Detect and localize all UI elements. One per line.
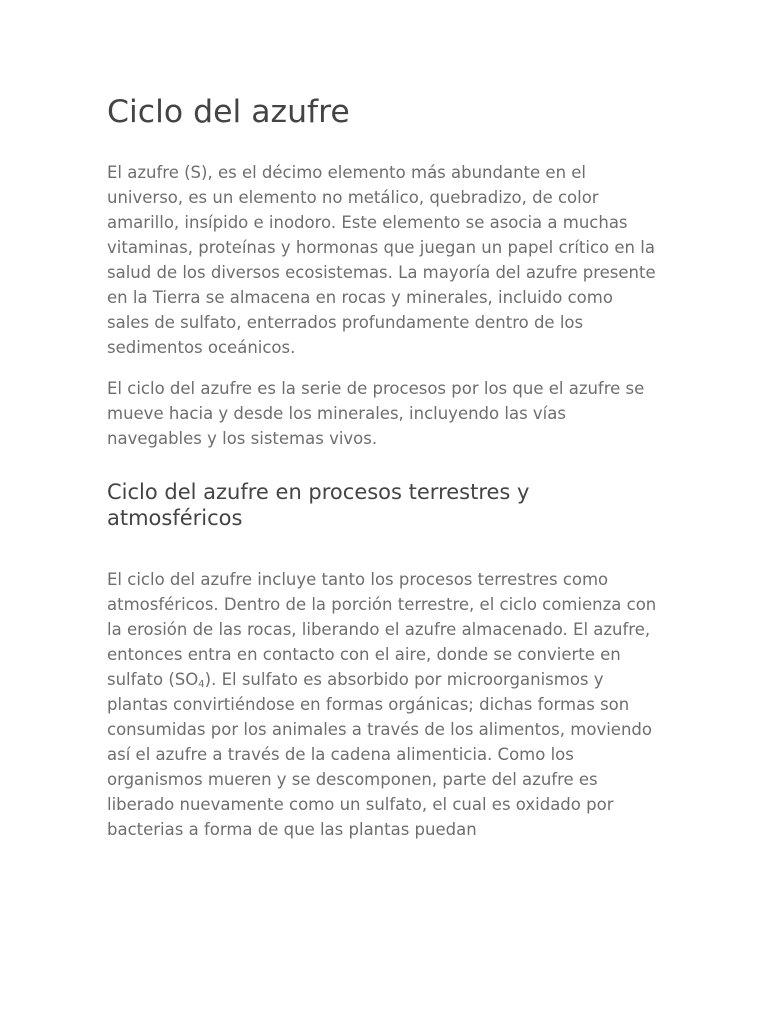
- section-heading: Ciclo del azufre en procesos terrestres y atmosféricos: [107, 480, 530, 530]
- section-paragraph-text-start: El ciclo del azufre incluye tanto los procesos terrestres como atmosféricos. Dentro de la porción terrestre, el ciclo comienza con la erosión de las rocas, liberando el azufre almacenado. El azufre, entonces entra en contacto con el aire, donde se convierte en sulfato (SO: [107, 570, 657, 689]
- intro-paragraph: El azufre (S), es el décimo elemento más abundante en el universo, es un elemento no metálico, quebradizo, de color amarillo, insípido e inodoro. Este elemento se asocia a muchas vitaminas, proteínas y hormonas que juegan un papel crítico en la salud de los diversos ecosistemas. La mayoría del azufre presente en la Tierra se almacena en rocas y minerales, incluido como sales de sulfato, enterrados profundamente dentro de los sedimentos oceánicos.: [107, 163, 656, 357]
- sulfate-subscript: 4: [198, 679, 205, 690]
- page-title: Ciclo del azufre: [107, 94, 350, 130]
- section-paragraph-text-end: ). El sulfato es absorbido por microorganismos y plantas convirtiéndose en formas orgánicas; dichas formas son consumidas por los animales a través de los alimentos, moviendo así el azufre a través de la cadena alimenticia. Como los organismos mueren y se descomponen, parte del azufre es liberado nuevamente como un sulfato, el cual es oxidado por bacterias a forma de que las plantas puedan: [107, 670, 652, 839]
- cycle-definition-paragraph: El ciclo del azufre es la serie de procesos por los que el azufre se mueve hacia y desde los minerales, incluyendo las vías navegables y los sistemas vivos.: [107, 379, 645, 448]
- section-paragraph: [107, 567, 660, 842]
